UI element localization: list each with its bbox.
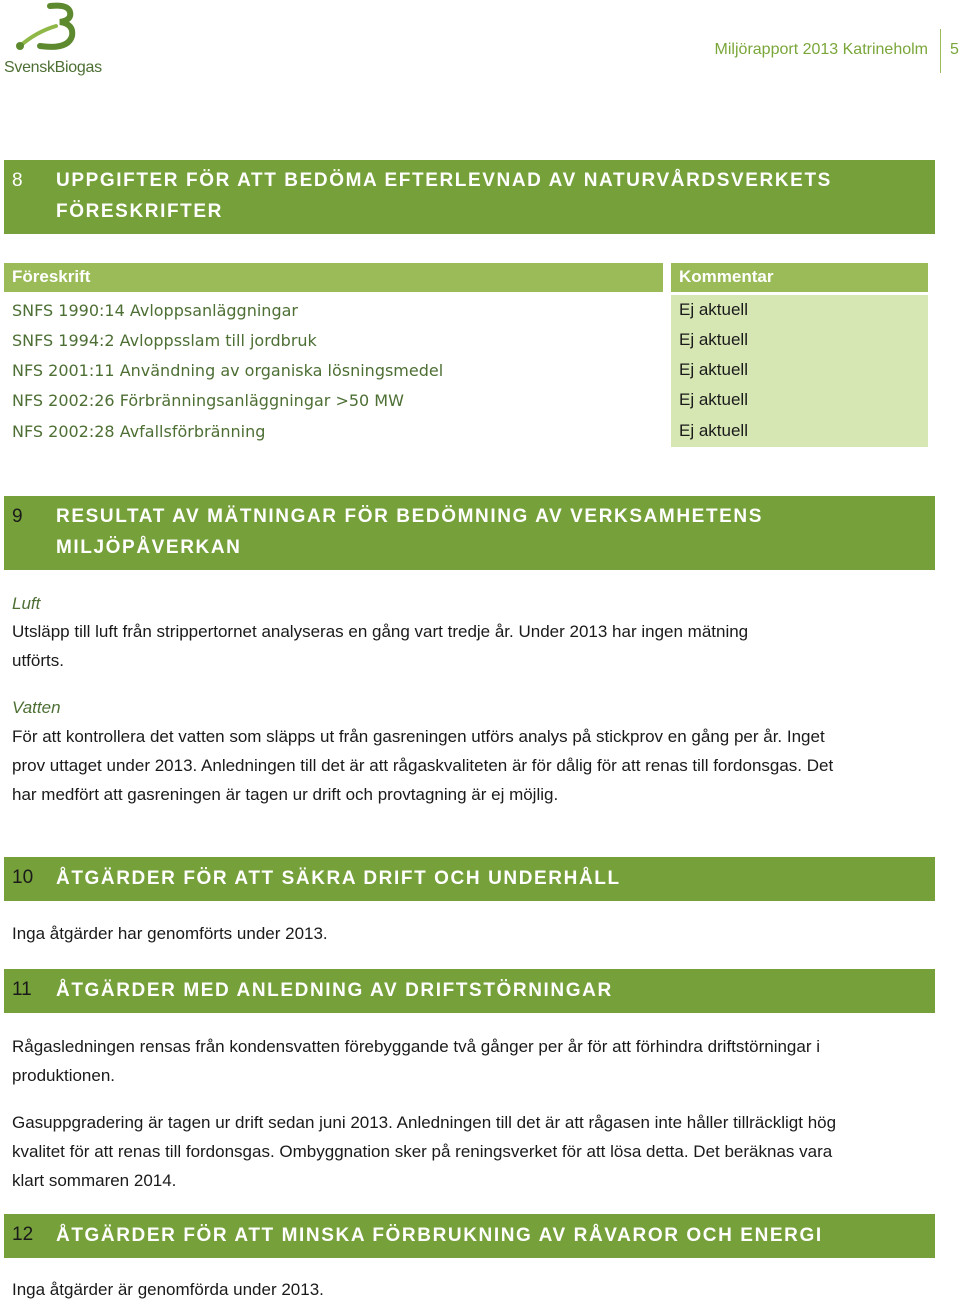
- logo-text: SvenskBiogas: [4, 59, 102, 76]
- text-line: Gasuppgradering är tagen ur drift sedan juni 2013. Anledningen till det är att rågasen inte håller tillräckligt hög: [12, 1113, 837, 1132]
- text-line: prov uttaget under 2013. Anledningen till det är att rågaskvaliteten är för dålig för att renas till fordonsgas. Det: [12, 756, 834, 775]
- paragraph-luft: [12, 617, 932, 675]
- text-line: produktionen.: [12, 1066, 116, 1085]
- text-line: kvalitet för att renas till fordonsgas. Ombyggnation sker på reningsverket för att lösa detta. Det beräknas vara: [12, 1142, 833, 1161]
- table-cell: NFS 2001:11 Användning av organiska lösningsmedel: [12, 361, 444, 380]
- text-line: har medfört att gasreningen är tagen ur drift och provtagning är ej möjlig.: [12, 785, 559, 804]
- section-title-line1: UPPGIFTER FÖR ATT BEDÖMA EFTERLEVNAD AV NATURVÅRDSVERKETS: [56, 170, 832, 191]
- text-line: klart sommaren 2014.: [12, 1171, 177, 1190]
- svenskbiogas-logo: [0, 0, 110, 80]
- text-line: För att kontrollera det vatten som släpps ut från gasreningen utförs analys på stickprov en gång per år. Inget: [12, 727, 825, 746]
- subheading-vatten: Vatten: [12, 698, 61, 717]
- column-header: Kommentar: [679, 267, 774, 286]
- text-line: Utsläpp till luft från strippertornet analyseras en gång vart tredje år. Under 2013 har ingen mätning: [12, 622, 749, 641]
- section-title: ÅTGÄRDER FÖR ATT SÄKRA DRIFT OCH UNDERHÅLL: [56, 868, 621, 889]
- column-header: Föreskrift: [12, 267, 91, 286]
- section-8-heading: [4, 160, 935, 234]
- header-divider: [940, 29, 941, 73]
- text-line: Rågasledningen rensas från kondensvatten förebyggande två gånger per år för att förhindra driftstörningar i: [12, 1037, 820, 1056]
- section-title: ÅTGÄRDER FÖR ATT MINSKA FÖRBRUKNING AV RÅVAROR OCH ENERGI: [56, 1225, 823, 1246]
- section-10-heading: [4, 857, 935, 901]
- page-number: 5: [950, 41, 959, 58]
- paragraph-vatten: [12, 722, 932, 809]
- table-header-foreskrift: [4, 263, 663, 292]
- running-head: Miljörapport 2013 Katrineholm: [714, 41, 928, 58]
- table-cell: Ej aktuell: [679, 390, 748, 409]
- table-cell: NFS 2002:26 Förbränningsanläggningar >50 MW: [12, 391, 404, 410]
- section-number: 11: [12, 979, 32, 1000]
- table-header-kommentar: [671, 263, 928, 292]
- table-cell: Ej aktuell: [679, 300, 748, 319]
- table-cell: Ej aktuell: [679, 330, 748, 349]
- section-title: ÅTGÄRDER MED ANLEDNING AV DRIFTSTÖRNINGAR: [56, 980, 613, 1001]
- section-11-heading: [4, 969, 935, 1013]
- paragraph-s11-2: [12, 1108, 932, 1195]
- section-number: 10: [12, 867, 34, 888]
- table-cell: SNFS 1994:2 Avloppsslam till jordbruk: [12, 331, 317, 350]
- table-column-kommentar: [671, 295, 928, 447]
- paragraph-s12: Inga åtgärder är genomförda under 2013.: [12, 1280, 324, 1299]
- section-title-line2: FÖRESKRIFTER: [56, 201, 223, 222]
- table-cell: NFS 2002:28 Avfallsförbränning: [12, 422, 266, 441]
- table-cell: SNFS 1990:14 Avloppsanläggningar: [12, 301, 298, 320]
- paragraph-s11-1: [12, 1032, 932, 1090]
- subheading-luft: Luft: [12, 594, 41, 613]
- table-column-foreskrift: [4, 295, 663, 447]
- section-12-heading: [4, 1214, 935, 1258]
- section-9-heading: [4, 496, 935, 570]
- logo-mark-icon: [10, 2, 90, 58]
- text-line: utförts.: [12, 651, 64, 670]
- table-cell: Ej aktuell: [679, 360, 748, 379]
- table-cell: Ej aktuell: [679, 421, 748, 440]
- section-number: 8: [12, 170, 23, 191]
- section-number: 9: [12, 506, 23, 527]
- section-title-line1: RESULTAT AV MÄTNINGAR FÖR BEDÖMNING AV VERKSAMHETENS: [56, 506, 764, 527]
- section-title-line2: MILJÖPÅVERKAN: [56, 537, 242, 558]
- paragraph-s10: Inga åtgärder har genomförts under 2013.: [12, 924, 328, 943]
- section-number: 12: [12, 1224, 34, 1245]
